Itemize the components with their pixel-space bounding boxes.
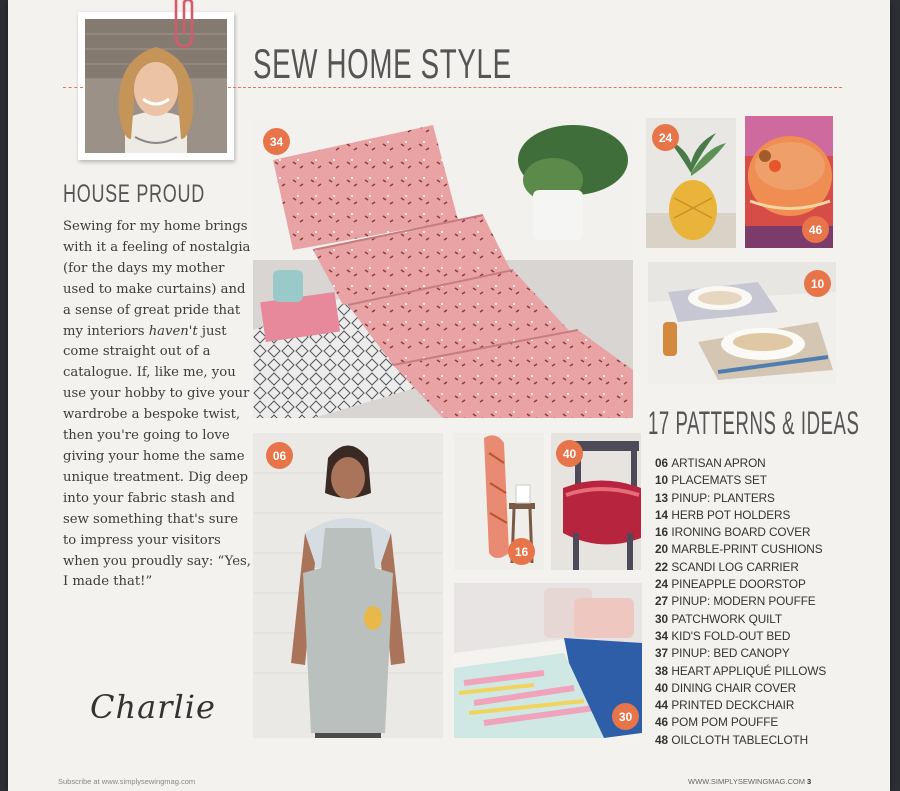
intro-heading: HOUSE PROUD <box>63 180 205 208</box>
intro-emphasis: haven't <box>148 323 198 339</box>
badge-06: 06 <box>266 442 293 469</box>
badge-24: 24 <box>652 124 679 151</box>
pattern-item <box>655 663 826 680</box>
pattern-item <box>655 472 826 489</box>
pattern-name: OILCLOTH TABLECLOTH <box>671 732 809 747</box>
page-title: SEW HOME STYLE <box>253 40 512 87</box>
pattern-name: HEART APPLIQUÉ PILLOWS <box>671 663 827 678</box>
editor-signature: Charlie <box>90 688 216 726</box>
badge-30: 30 <box>612 703 639 730</box>
pattern-name: MARBLE-PRINT CUSHIONS <box>671 542 823 557</box>
badge-46: 46 <box>802 216 829 243</box>
title-divider <box>228 87 842 88</box>
page-number: 3 <box>807 777 812 786</box>
badge-10: 10 <box>804 270 831 297</box>
pattern-name: PATCHWORK QUILT <box>671 611 782 626</box>
pattern-name: PINUP: MODERN POUFFE <box>671 594 816 609</box>
footer-website: WWW.SIMPLYSEWINGMAG.COM 3 <box>688 777 812 786</box>
title-divider-left <box>63 87 83 88</box>
pattern-name: PRINTED DECKCHAIR <box>671 698 795 713</box>
pattern-name: SCANDI LOG CARRIER <box>671 559 799 574</box>
pattern-page-number: 27 <box>655 594 669 609</box>
photo-artisan-apron <box>253 433 443 738</box>
pattern-item <box>655 645 826 662</box>
pattern-page-number: 34 <box>655 628 669 643</box>
photo-placemats-set <box>648 262 836 384</box>
pattern-name: ARTISAN APRON <box>671 456 766 470</box>
pattern-name: PINUP: PLANTERS <box>671 490 775 505</box>
pattern-name: PINEAPPLE DOORSTOP <box>671 577 806 592</box>
pattern-name: KID'S FOLD-OUT BED <box>671 628 791 643</box>
patterns-heading: 17 PATTERNS & IDEAS <box>648 405 860 441</box>
intro-text: Sewing for my home brings with it a feeling of nostalgia (for the days my mother used to make curtains) and a sense of great pride that my interiors haven't just come straight out of a catalogue. If, like me, you use your hobby to give your wardrobe a bespoke twist, then you're going to love giving your home the same unique treatment. Dig deep into your fabric stash and sew something that's sure to impress your visitors when you proudly say: “Yes, I made that!” <box>63 219 251 590</box>
pattern-item <box>655 593 826 610</box>
pattern-item <box>655 507 826 524</box>
pattern-name: POM POM POUFFE <box>671 715 779 730</box>
photo-ironing-board-cover <box>454 433 544 570</box>
pattern-page-number: 22 <box>655 559 669 574</box>
pattern-item <box>655 697 826 714</box>
pattern-page-number: 30 <box>655 611 669 626</box>
patterns-list <box>655 455 826 749</box>
paperclip-icon <box>168 0 202 50</box>
pattern-page-number: 44 <box>655 698 669 713</box>
pattern-item <box>655 680 826 697</box>
photo-pom-pom-pouffe <box>745 116 833 248</box>
pattern-page-number: 14 <box>655 507 669 522</box>
pattern-item <box>655 732 826 749</box>
pattern-name: PLACEMATS SET <box>671 473 767 488</box>
pattern-item <box>655 611 826 628</box>
pattern-page-number: 48 <box>655 732 669 747</box>
pattern-page-number: 24 <box>655 577 669 592</box>
pattern-item <box>655 541 826 558</box>
editor-portrait-frame <box>78 12 234 160</box>
pattern-name: HERB POT HOLDERS <box>671 507 791 522</box>
editor-portrait-photo <box>85 19 227 153</box>
badge-40: 40 <box>556 440 583 467</box>
pattern-page-number: 13 <box>655 490 669 505</box>
pattern-page-number: 46 <box>655 715 669 730</box>
pattern-page-number: 06 <box>655 456 669 470</box>
pattern-item <box>655 490 826 507</box>
pattern-item <box>655 559 826 576</box>
photo-fold-out-bed <box>253 120 633 418</box>
photo-pineapple-doorstop <box>646 118 736 248</box>
pattern-name: DINING CHAIR COVER <box>671 680 797 695</box>
pattern-page-number: 16 <box>655 525 669 540</box>
pattern-item <box>655 576 826 593</box>
pattern-name: PINUP: BED CANOPY <box>671 646 790 661</box>
pattern-item <box>655 524 826 541</box>
badge-34: 34 <box>263 128 290 155</box>
pattern-item <box>655 455 826 472</box>
badge-16: 16 <box>508 538 535 565</box>
magazine-page <box>8 0 890 791</box>
pattern-page-number: 10 <box>655 473 669 488</box>
photo-dining-chair-cover <box>551 433 641 570</box>
pattern-name: IRONING BOARD COVER <box>671 525 811 540</box>
pattern-item <box>655 714 826 731</box>
photo-patchwork-quilt <box>454 583 642 738</box>
footer-subscribe: Subscribe at www.simplysewingmag.com <box>58 777 196 786</box>
pattern-page-number: 37 <box>655 646 669 661</box>
pattern-page-number: 38 <box>655 663 669 678</box>
pattern-item <box>655 628 826 645</box>
pattern-page-number: 40 <box>655 680 669 695</box>
pattern-page-number: 20 <box>655 542 669 557</box>
